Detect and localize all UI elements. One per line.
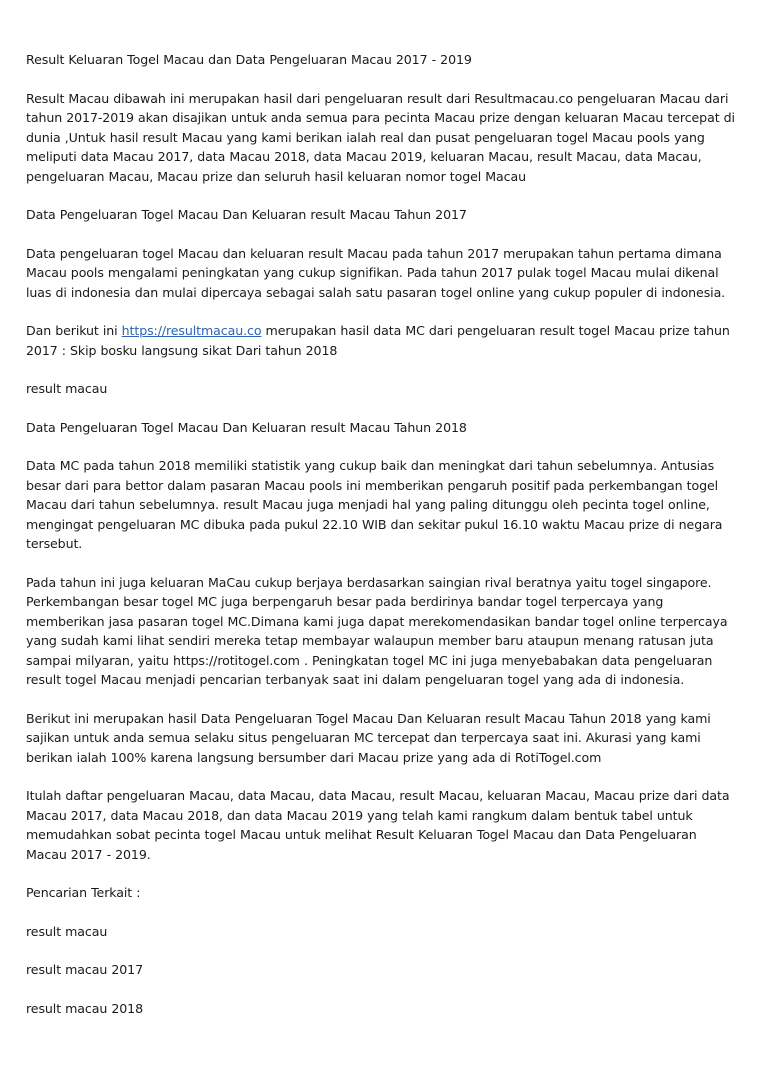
paragraph-2018-b: Pada tahun ini juga keluaran MaCau cukup berjaya berdasarkan saingian rival beratnya yaitu togel singapore. Perkembangan besar togel MC juga berpengaruh besar pada berdirinya bandar togel terpercaya yang memberikan jasa pasaran togel MC.Dimana kami juga dapat merekomendasikan bandar togel online terpercaya yang sudah kami lihat sendiri mereka tetap membayar walaupun member baru ataupun menang ratusan juta sampai milyaran, yaitu https://rotitogel.com . Peningkatan togel MC ini juga menyebabakan data pengeluaran result togel Macau menjadi pencarian terbanyak saat ini dalam pengeluaran togel yang ada di indonesia.	[26, 574, 728, 687]
document-title: Result Keluaran Togel Macau dan Data Pengeluaran Macau 2017 - 2019	[26, 52, 472, 67]
summary-paragraph: Itulah daftar pengeluaran Macau, data Macau, data Macau, result Macau, keluaran Macau, Macau prize dari data Macau 2017, data Macau 2018, dan data Macau 2019 yang telah kami rangkum dalam bentuk tabel untuk memudahkan sobat pecinta togel Macau untuk melihat Result Keluaran Togel Macau dan Data Pengeluaran Macau 2017 - 2019.	[26, 788, 730, 862]
intro-paragraph: Result Macau dibawah ini merupakan hasil dari pengeluaran result dari Resultmacau.co pengeluaran Macau dari tahun 2017-2019 akan disajikan untuk anda semua para pecinta Macau prize dengan keluaran Macau tercepat di dunia ,Untuk hasil result Macau yang kami berikan ialah real dan pusat pengeluaran togel Macau pools yang meliputi data Macau 2017, data Macau 2018, data Macau 2019, keluaran Macau, result Macau, data Macau, pengeluaran Macau, Macau prize dan seluruh hasil keluaran nomor togel Macau	[26, 90, 735, 184]
paragraph-2018-a: Data MC pada tahun 2018 memiliki statistik yang cukup baik dan meningkat dari tahun sebelumnya. Antusias besar dari para bettor dalam pasaran Macau pools ini memberikan pengaruh positif pada perkembangan togel Macau dari tahun sebelumnya. result Macau juga menjadi hal yang paling ditunggu oleh pecinta togel online, mengingat pengeluaran MC dibuka pada pukul 22.10 WIB dan sekitar pukul 16.10 waktu Macau prize di negara tersebut.	[26, 458, 723, 551]
result-macau-label: result macau	[26, 381, 108, 396]
related-item: result macau	[26, 923, 108, 939]
resultmacau-link[interactable]: https://resultmacau.co	[121, 323, 262, 338]
paragraph-2017: Data pengeluaran togel Macau dan keluaran result Macau pada tahun 2017 merupakan tahun pertama dimana Macau pools mengalami peningkatan yang cukup signifikan. Pada tahun 2017 pulak togel Macau mulai dikenal luas di indonesia dan mulai dipercaya sebagai salah satu pasaran togel online yang cukup populer di indonesia.	[26, 245, 726, 300]
link-paragraph	[26, 321, 738, 360]
heading-2017: Data Pengeluaran Togel Macau Dan Keluaran result Macau Tahun 2017	[26, 207, 467, 222]
link-paragraph-before: Dan berikut ini	[26, 323, 122, 338]
related-item: result macau 2018	[26, 1000, 143, 1016]
heading-2018: Data Pengeluaran Togel Macau Dan Keluaran result Macau Tahun 2018	[26, 419, 467, 435]
related-item: result macau 2017	[26, 962, 143, 977]
paragraph-2018-c: Berikut ini merupakan hasil Data Pengeluaran Togel Macau Dan Keluaran result Macau Tahun 2018 yang kami sajikan untuk anda semua selaku situs pengeluaran MC tercepat dan terpercaya saat ini. Akurasi yang kami berikan ialah 100% karena langsung bersumber dari Macau prize yang ada di RotiTogel.com	[26, 710, 711, 765]
document-page	[26, 50, 738, 1037]
related-heading: Pencarian Terkait :	[26, 885, 141, 900]
link-paragraph-after: merupakan hasil data MC dari pengeluaran result togel Macau prize tahun 2017 : Skip bosku langsung sikat Dari tahun 2018	[26, 323, 730, 358]
